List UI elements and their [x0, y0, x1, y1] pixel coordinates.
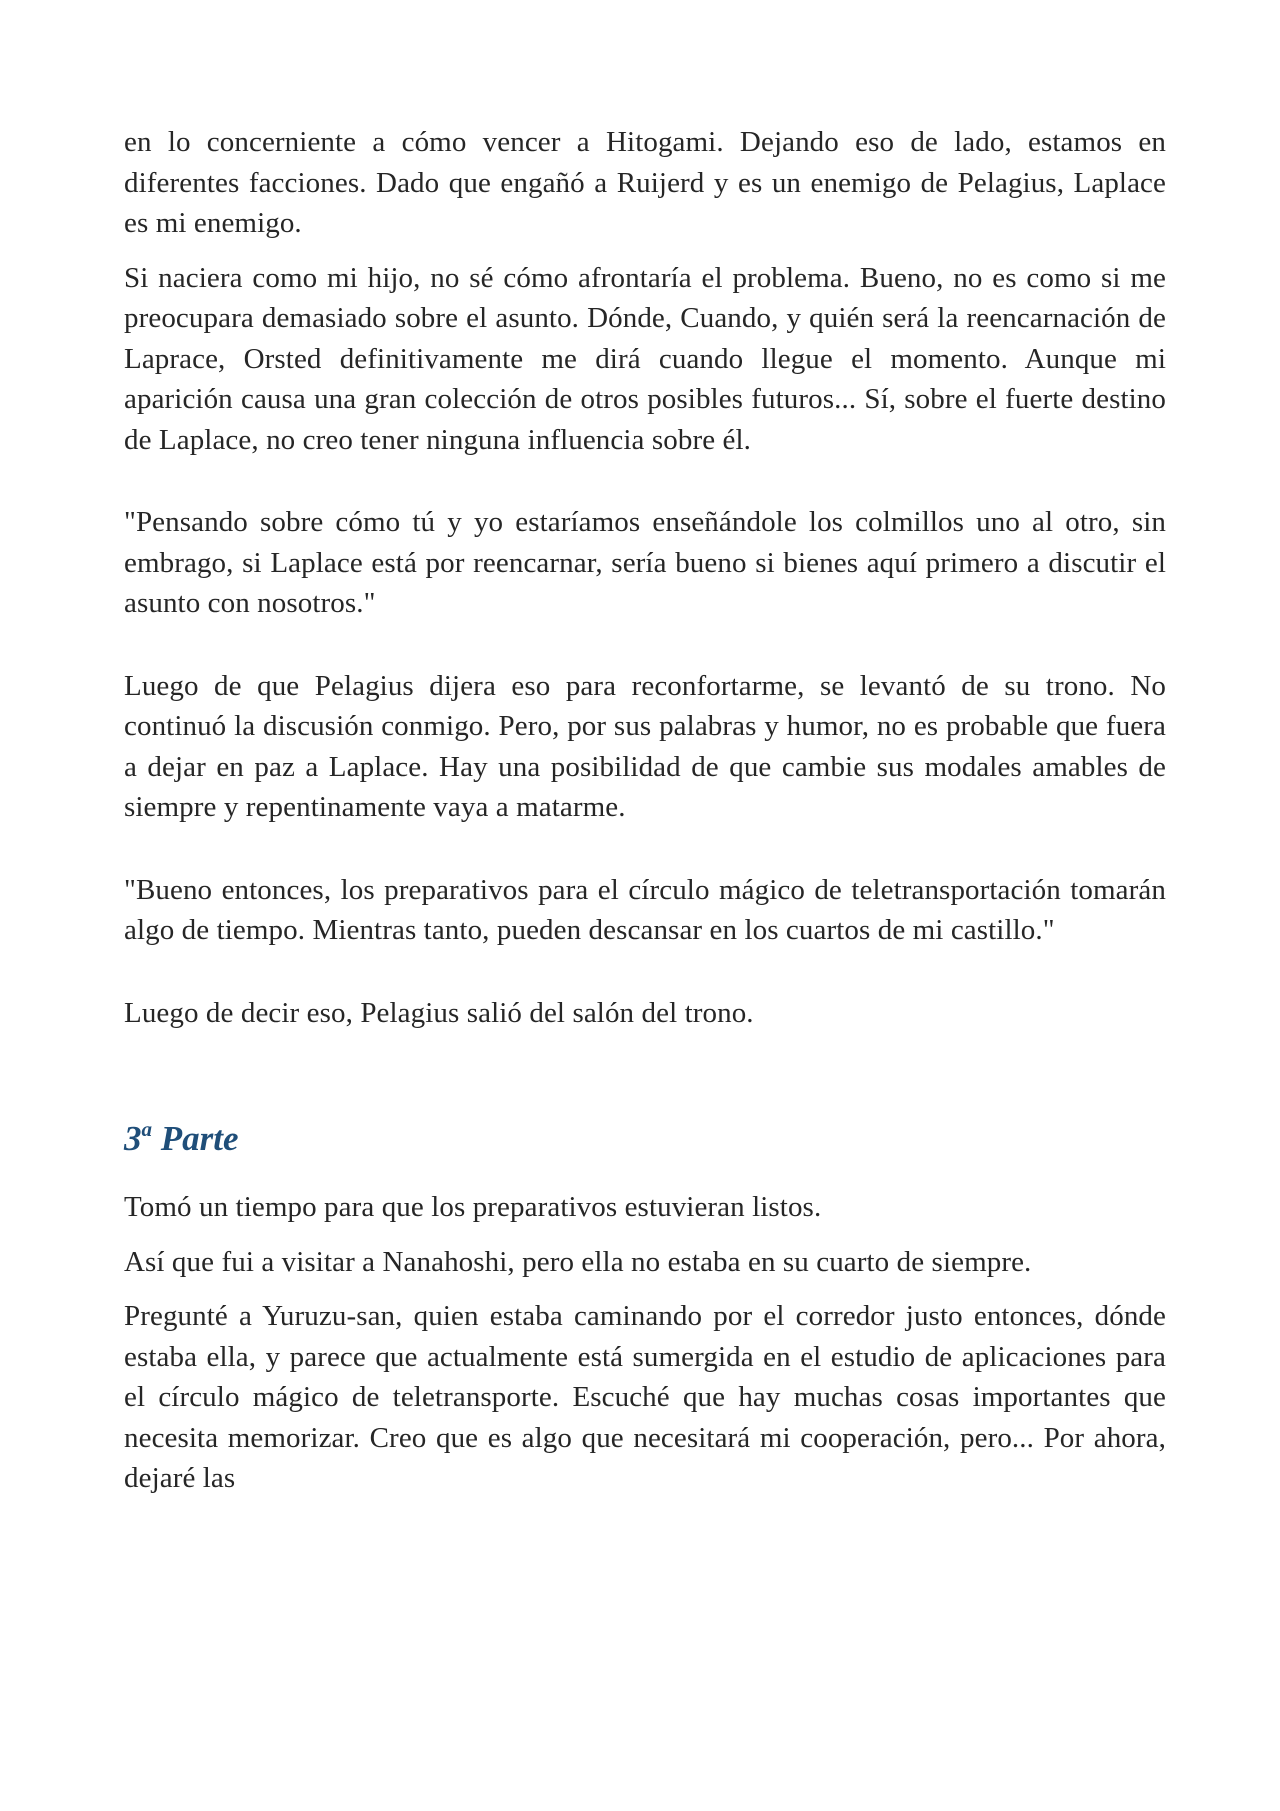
dialogue-paragraph: "Bueno entonces, los preparativos para el círculo mágico de teletransportación tomarán algo de tiempo. Mientras tanto, pueden descansar en los cuartos de mi castillo.": [124, 873, 1166, 946]
paragraph: en lo concerniente a cómo vencer a Hitogami. Dejando eso de lado, estamos en diferentes facciones. Dado que engañó a Ruijerd y es un enemigo de Pelagius, Laplace es mi enemigo.: [124, 126, 1166, 239]
paragraph: Así que fui a visitar a Nanahoshi, pero ella no estaba en su cuarto de siempre.: [124, 1245, 1032, 1278]
paragraph: Si naciera como mi hijo, no sé cómo afrontaría el problema. Bueno, no es como si me preocupara demasiado sobre el asunto. Dónde, Cuando, y quién será la reencarnación de Laprace, Orsted definitivamente me dirá cuando llegue el momento. Aunque mi aparición causa una gran colección de otros posibles futuros... Sí, sobre el fuerte destino de Laplace, no creo tener ninguna influencia sobre él.: [124, 261, 1166, 456]
paragraph: Luego de que Pelagius dijera eso para reconfortarme, se levantó de su trono. No continuó la discusión conmigo. Pero, por sus palabras y humor, no es probable que fuera a dejar en paz a Laplace. Hay una posibilidad de que cambie sus modales amables de siempre y repentinamente vaya a matarme.: [124, 669, 1166, 823]
section-title: Parte: [160, 1119, 239, 1158]
dialogue-paragraph: "Pensando sobre cómo tú y yo estaríamos enseñándole los colmillos uno al otro, sin embrago, si Laplace está por reencarnar, sería bueno si bienes aquí primero a discutir el asunto con nosotros.": [124, 506, 1166, 619]
section-heading: [124, 1117, 1166, 1161]
section-ordinal-mark: a: [141, 1117, 152, 1141]
paragraph: Luego de decir eso, Pelagius salió del salón del trono.: [124, 996, 754, 1029]
document-page: [124, 122, 1166, 1499]
paragraph: Pregunté a Yuruzu-san, quien estaba caminando por el corredor justo entonces, dónde estaba ella, y parece que actualmente está sumergida en el estudio de aplicaciones para el círculo mágico de teletransporte. Escuché que hay muchas cosas importantes que necesita memorizar. Creo que es algo que necesitará mi cooperación, pero... Por ahora, dejaré las: [124, 1300, 1166, 1494]
paragraph: Tomó un tiempo para que los preparativos estuvieran listos.: [124, 1191, 822, 1223]
section-number: 3: [124, 1119, 142, 1158]
